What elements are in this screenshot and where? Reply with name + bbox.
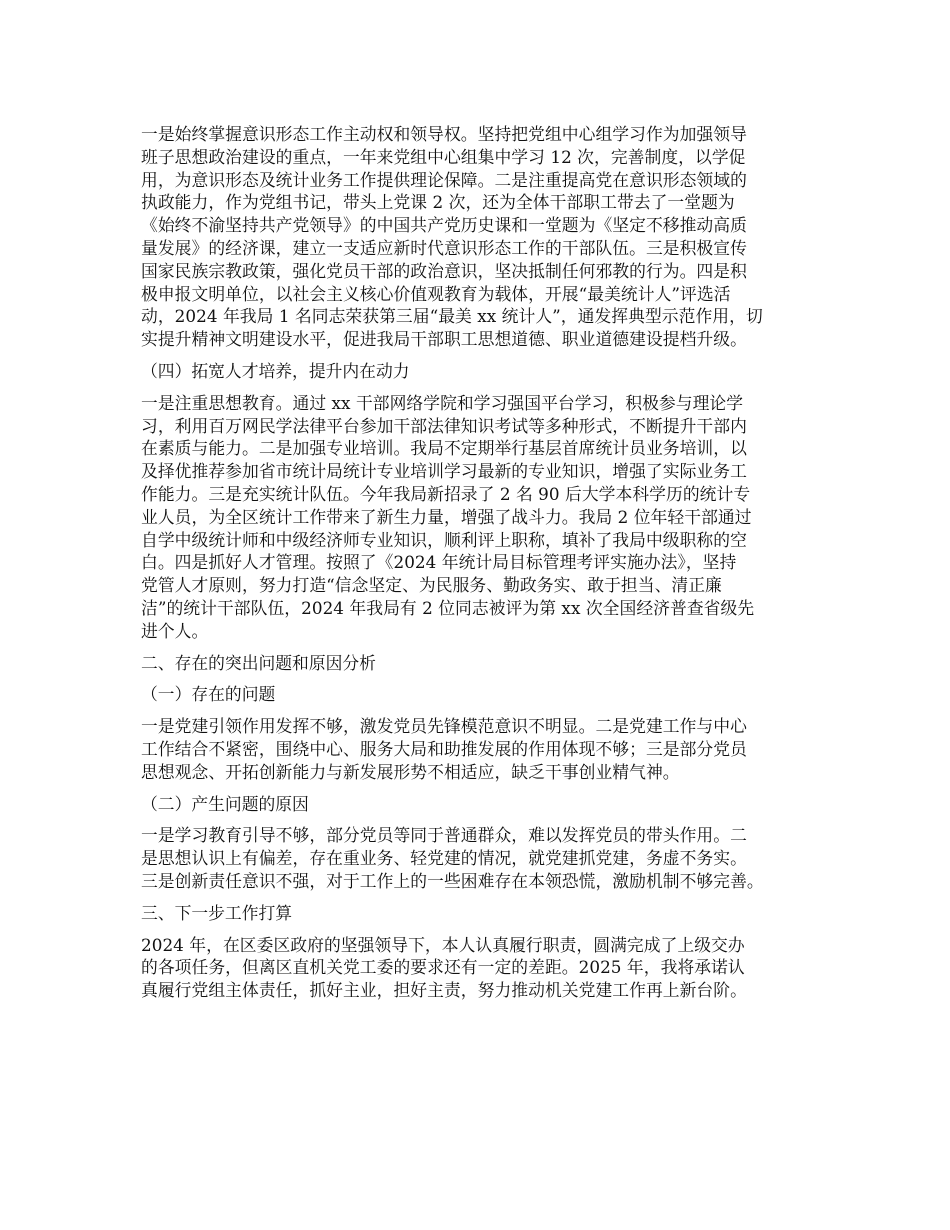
text-line: 一是党建引领作用发挥不够，激发党员先锋模范意识不明显。二是党建工作与中心: [141, 716, 747, 737]
text-line: 业人员，为全区统计工作带来了新生力量，增强了战斗力。我局 2 位年轻干部通过: [141, 506, 752, 527]
text-line: 一是学习教育引导不够，部分党员等同于普通群众，难以发挥党员的带头作用。二: [141, 825, 747, 846]
section-heading-problems-analysis: 二、存在的突出问题和原因分析: [141, 652, 376, 673]
text-line: 2024 年，在区委区政府的坚强领导下，本人认真履行职责，圆满完成了上级交办: [141, 934, 745, 955]
text-line: 在素质与能力。二是加强专业培训。我局不定期举行基层首席统计员业务培训，以: [141, 438, 747, 459]
text-line: 作能力。三是充实统计队伍。今年我局新招录了 2 名 90 后大学本科学历的统计专: [141, 483, 751, 504]
text-line: 真履行党组主体责任，抓好主业，担好主责，努力推动机关党建工作再上新台阶。: [141, 980, 747, 1001]
document-page: [141, 123, 831, 1011]
paragraph-next-steps: [141, 934, 831, 1002]
text-line: 一是始终掌握意识形态工作主动权和领导权。坚持把党组中心组学习作为加强领导: [141, 124, 747, 144]
text-line: 的各项任务，但离区直机关党工委的要求还有一定的差距。2025 年，我将承诺认: [141, 957, 745, 978]
text-line: 国家民族宗教政策，强化党员干部的政治意识，坚决抵制任何邪教的行为。四是积: [141, 260, 747, 281]
section-heading-next-steps: 三、下一步工作打算: [141, 902, 293, 923]
text-line: 白。四是抓好人才管理。按照了《2024 年统计局目标管理考评实施办法》，坚持: [141, 552, 737, 573]
text-line: 班子思想政治建设的重点，一年来党组中心组集中学习 12 次，完善制度，以学促: [141, 146, 746, 167]
text-line: 思想观念、开拓创新能力与新发展形势不相适应，缺乏干事创业精气神。: [141, 761, 680, 782]
text-line: 洁”的统计干部队伍，2024 年我局有 2 位同志被评为第 xx 次全国经济普查省级先: [141, 597, 755, 618]
text-line: 量发展》的经济课，建立一支适应新时代意识形态工作的干部队伍。三是积极宣传: [141, 237, 747, 258]
text-line: 实提升精神文明建设水平，促进我局干部职工思想道德、职业道德建设提档升级。: [141, 329, 747, 350]
paragraph-existing-problems: [141, 715, 831, 783]
text-line: 是思想认识上有偏差，存在重业务、轻党建的情况，就党建抓党建，务虚不务实。: [141, 848, 747, 869]
text-line: 党管人才原则，努力打造“信念坚定、为民服务、勤政务实、敢于担当、清正廉: [141, 575, 722, 596]
text-line: 用，为意识形态及统计业务工作提供理论保障。二是注重提高党在意识形态领域的: [141, 169, 747, 190]
paragraph-talent: [141, 392, 831, 643]
text-line: 极申报文明单位，以社会主义核心价值观教育为载体，开展“最美统计人”评选活: [141, 283, 731, 304]
section-heading-causes: （二）产生问题的原因: [141, 793, 309, 814]
paragraph-causes: [141, 824, 831, 892]
paragraph-ideology: [141, 123, 831, 351]
text-line: 三是创新责任意识不强，对于工作上的一些困难存在本领恐慌，激励机制不够完善。: [141, 870, 764, 891]
text-line: 及择优推荐参加省市统计局统计专业培训学习最新的专业知识，增强了实际业务工: [141, 461, 747, 482]
section-heading-existing-problems: （一）存在的问题: [141, 684, 276, 705]
text-line: 《始终不渝坚持共产党领导》的中国共产党历史课和一堂题为《坚定不移推动高质: [141, 215, 747, 236]
text-line: 自学中级统计师和中级经济师专业知识，顺利评上职称，填补了我局中级职称的空: [141, 529, 747, 550]
text-line: 一是注重思想教育。通过 xx 干部网络学院和学习强国平台学习，积极参与理论学: [141, 392, 744, 413]
text-line: 工作结合不紧密，围绕中心、服务大局和助推发展的作用体现不够；三是部分党员: [141, 738, 747, 759]
text-line: 进个人。: [141, 620, 209, 641]
text-line: 习，利用百万网民学法律平台参加干部法律知识考试等多种形式，不断提升干部内: [141, 415, 747, 436]
text-line: 动，2024 年我局 1 名同志荣获第三届“最美 xx 统计人”，通发挥典型示范作用，切: [141, 306, 763, 327]
text-line: 执政能力，作为党组书记，带头上党课 2 次，还为全体干部职工带去了一堂题为: [141, 192, 735, 213]
section-heading-talent: （四）拓宽人才培养，提升内在动力: [141, 360, 410, 381]
